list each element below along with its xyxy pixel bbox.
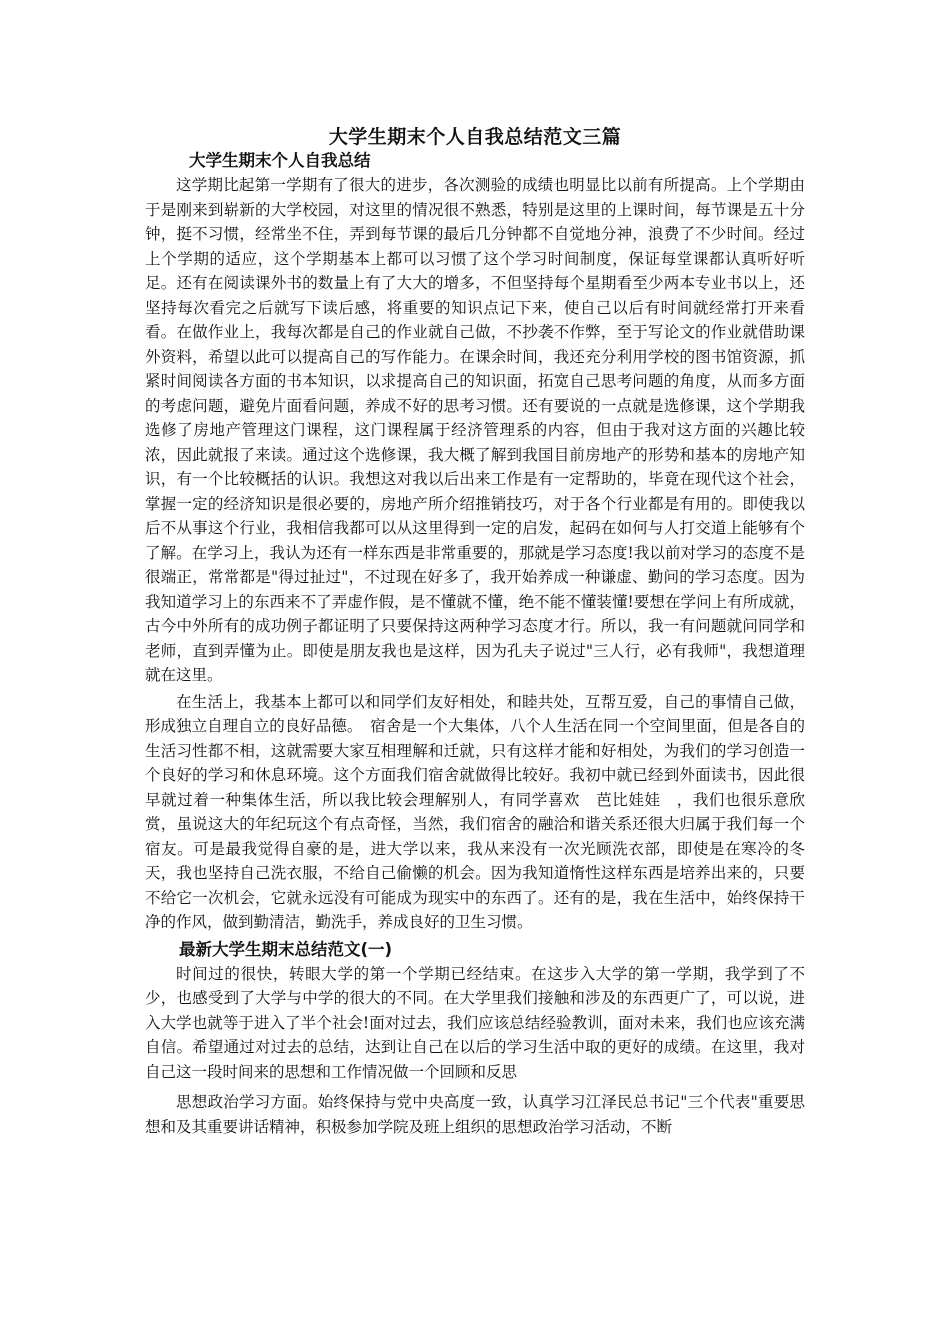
section-heading-latest-summary: 最新大学生期末总结范文(一)	[179, 939, 393, 959]
document-title: 大学生期末个人自我总结范文三篇	[328, 126, 622, 148]
document-body	[145, 126, 805, 1139]
paragraph-political-study: 思想政治学习方面。始终保持与党中央高度一致，认真学习江泽民总书记"三个代表"重要思想和及其重要讲话精神，积极参加学院及班上组织的思想政治学习活动，不断	[145, 1093, 805, 1136]
paragraph-life: 在生活上，我基本上都可以和同学们友好相处，和睦共处，互帮互爱，自己的事情自己做，形成独立自理自立的良好品德。 宿舍是一个大集体，八个人生活在同一个空间里面，但是各自的生活习性都不相，这就需要大家互相理解和迁就，只有这样才能和好相处，为我们的学习创造一个良好的学习和休息环境。这个方面我们宿舍就做得比较好。我初中就已经到外面读书，因此很早就过着一种集体生活，所以我比较会理解别人，有同学喜欢 芭比娃娃 ，我们也很乐意欣赏，虽说这大的年纪玩这个有点奇怪，当然，我们宿舍的融洽和谐关系还很大归属于我们每一个宿友。可是最我觉得自豪的是，进大学以来，我从来没有一次光顾洗衣部，即使是在寒冷的冬天，我也坚持自己洗衣服，不给自己偷懒的机会。因为我知道惰性这样东西是培养出来的，只要不给它一次机会，它就永远没有可能成为现实中的东西了。还有的是，我在生活中，始终保持干净的作风，做到勤清洁，勤洗手，养成良好的卫生习惯。	[145, 692, 805, 931]
paragraph-introduction: 时间过的很快，转眼大学的第一个学期已经结束。在这步入大学的第一学期，我学到了不少，也感受到了大学与中学的很大的不同。在大学里我们接触和涉及的东西更广了，可以说，进入大学也就等于进入了半个社会!面对过去，我们应该总结经验教训，面对未来，我们也应该充满自信。希望通过对过去的总结，达到让自己在以后的学习生活中取的更好的成绩。在这里，我对自己这一段时间来的思想和工作情况做一个回顾和反思	[145, 964, 805, 1081]
paragraph-study: 这学期比起第一学期有了很大的进步，各次测验的成绩也明显比以前有所提高。上个学期由于是刚来到崭新的大学校园，对这里的情况很不熟悉，特别是这里的上课时间，每节课是五十分钟，挺不习惯，经常坐不住，弄到每节课的最后几分钟都不自觉地分神，浪费了不少时间。经过上个学期的适应，这个学期基本上都可以习惯了这个学习时间制度，保证每堂课都认真听好听足。还有在阅读课外书的数量上有了大大的增多，不但坚持每个星期看至少两本专业书以上，还坚持每次看完之后就写下读后感，将重要的知识点记下来，使自己以后有时间就经常打开来看看。在做作业上，我每次都是自己的作业就自己做，不抄袭不作弊，至于写论文的作业就借助课外资料，希望以此可以提高自己的写作能力。在课余时间，我还充分利用学校的图书馆资源，抓紧时间阅读各方面的书本知识，以求提高自己的知识面，拓宽自己思考问题的角度，从而多方面的考虑问题，避免片面看问题，养成不好的思考习惯。还有要说的一点就是选修课，这个学期我选修了房地产管理这门课程，这门课程属于经济管理系的内容，但由于我对这方面的兴趣比较浓，因此就报了来读。通过这个选修课，我大概了解到我国目前房地产的形势和基本的房地产知识，有一个比较概括的认识。我想这对我以后出来工作是有一定帮助的，毕竟在现代这个社会，掌握一定的经济知识是很必要的，房地产所介绍推销技巧，对于各个行业都是有用的。即使我以后不从事这个行业，我相信我都可以从这里得到一定的启发，起码在如何与人打交道上能够有个了解。在学习上，我认为还有一样东西是非常重要的，那就是学习态度!我以前对学习的态度不是很端正，常常都是"得过扯过"，不过现在好多了，我开始养成一种谦虚、勤问的学习态度。因为我知道学习上的东西来不了弄虚作假，是不懂就不懂，绝不能不懂装懂!要想在学问上有所成就，古今中外所有的成功例子都证明了只要保持这两种学习态度才行。所以，我一有问题就问同学和老师，直到弄懂为止。即使是朋友我也是这样，因为孔夫子说过"三人行，必有我师"，我想道理就在这里。	[145, 176, 805, 684]
section-heading-personal-summary: 大学生期末个人自我总结	[189, 151, 371, 170]
